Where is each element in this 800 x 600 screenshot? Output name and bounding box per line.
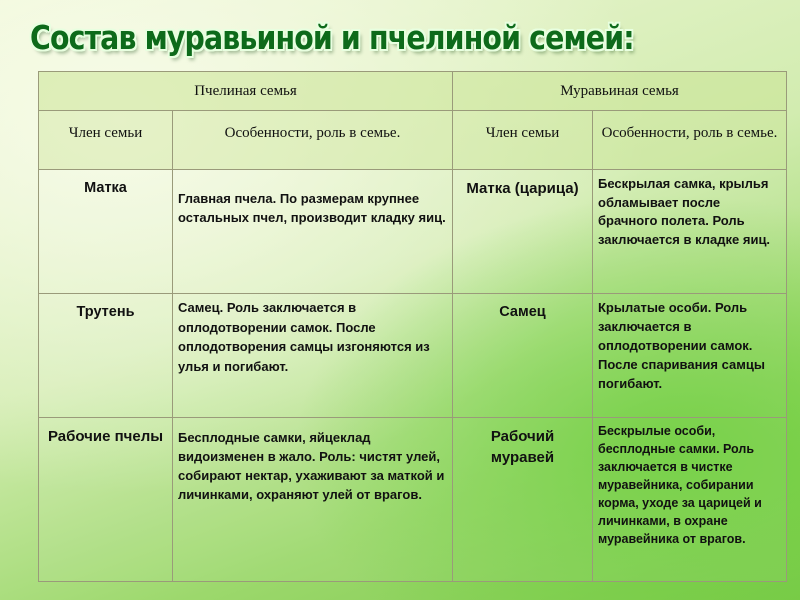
header-bee-family <box>39 72 453 111</box>
header-ant-family-label: Муравьиная семья <box>560 83 679 99</box>
table-header-row-1 <box>39 72 787 111</box>
ant-desc-cell <box>593 294 787 418</box>
ant-member-male: Самец <box>499 304 546 320</box>
header-ant-role <box>593 111 787 170</box>
header-bee-family-label: Пчелиная семья <box>194 83 297 99</box>
bee-member-cell <box>39 418 173 582</box>
ant-desc-male: Крылатые особи. Роль заключается в оплодотворении самок. После спаривания самцы погибают. <box>598 300 765 391</box>
bee-member-cell <box>39 294 173 418</box>
table-header-row-2 <box>39 111 787 170</box>
bee-desc-cell <box>173 170 453 294</box>
ant-member-queen: Матка (царица) <box>466 180 579 197</box>
ant-desc-cell <box>593 418 787 582</box>
ant-member-worker: Рабочий муравей <box>490 428 555 466</box>
bee-member-queen: Матка <box>84 180 127 196</box>
header-ant-member-label: Член семьи <box>485 125 560 141</box>
header-ant-family <box>453 72 787 111</box>
bee-member-worker: Рабочие пчелы <box>47 428 164 445</box>
table-row-worker <box>39 418 787 582</box>
ant-member-cell <box>453 294 593 418</box>
bee-desc-cell <box>173 418 453 582</box>
bee-desc-worker: Бесплодные самки, яйцеклад видоизменен в жало. Роль: чистят улей, собирают нектар, ухаживают за маткой и личинками, охраняют улей от врагов. <box>178 430 445 502</box>
header-bee-role <box>173 111 453 170</box>
family-composition-table <box>38 71 787 582</box>
bee-member-cell <box>39 170 173 294</box>
table-row-queen <box>39 170 787 294</box>
bee-member-drone: Трутень <box>76 304 135 320</box>
header-bee-member-label: Член семьи <box>68 125 143 141</box>
header-bee-member <box>39 111 173 170</box>
ant-member-cell <box>453 170 593 294</box>
ant-desc-queen: Бескрылая самка, крылья обламывает после брачного полета. Роль заключается в кладке яиц. <box>598 176 771 247</box>
header-bee-role-label: Особенности, роль в семье. <box>224 125 401 141</box>
table-row-drone <box>39 294 787 418</box>
bee-desc-cell <box>173 294 453 418</box>
header-ant-role-label: Особенности, роль в семье. <box>601 125 778 141</box>
slide-title: Состав муравьиной и пчелиной семей: <box>30 18 634 57</box>
header-ant-member <box>453 111 593 170</box>
ant-desc-cell <box>593 170 787 294</box>
ant-member-cell <box>453 418 593 582</box>
bee-desc-drone: Самец. Роль заключается в оплодотворении самок. После оплодотворения самцы изгоняются из улья и погибают. <box>178 300 430 374</box>
bee-desc-queen: Главная пчела. По размерам крупнее остальных пчел, производит кладку яиц. <box>178 191 446 225</box>
ant-desc-worker: Бескрылые особи, бесплодные самки. Роль заключается в чистке муравейника, собирании корма, уходе за царицей и личинками, в охране муравейника от врагов. <box>598 424 762 546</box>
